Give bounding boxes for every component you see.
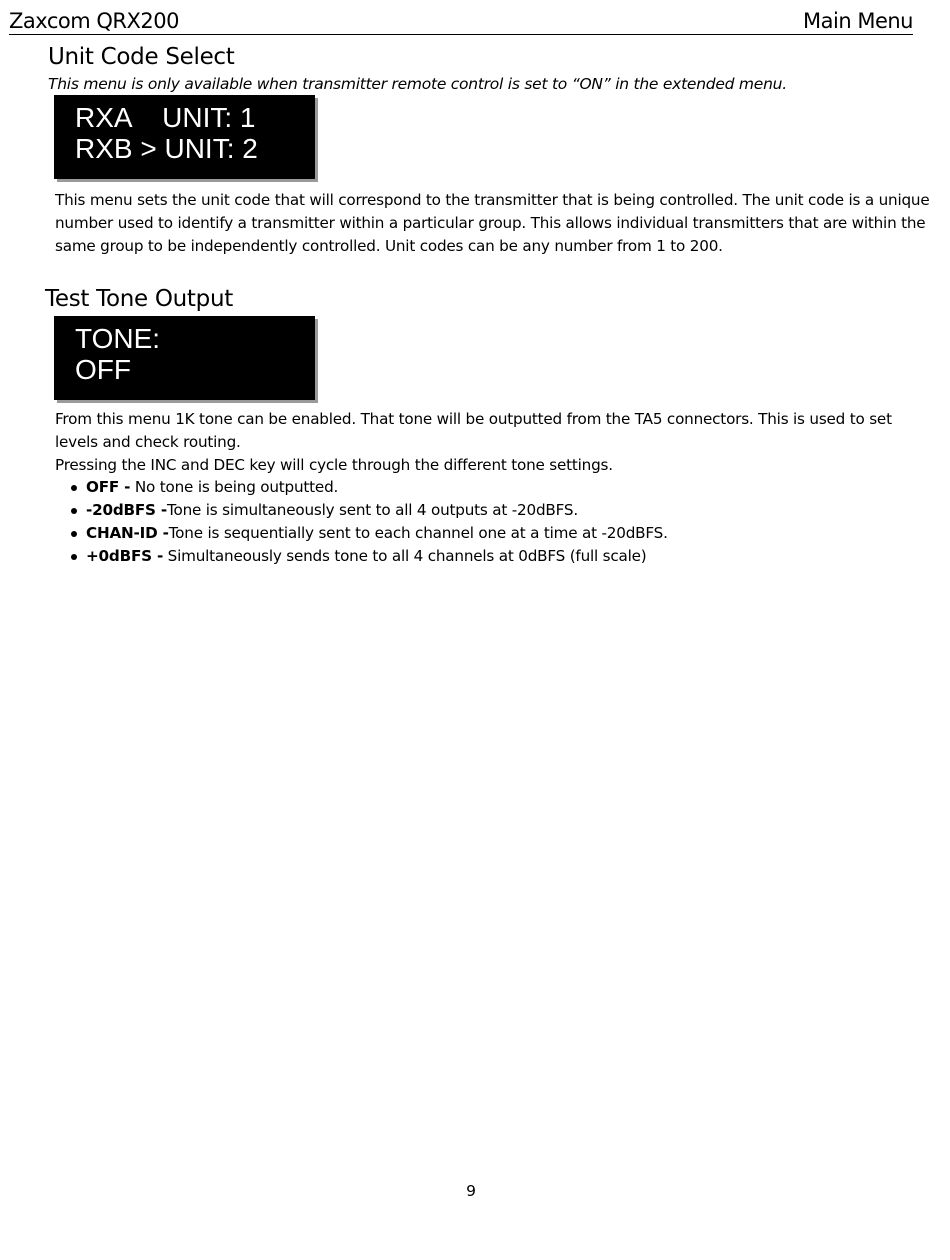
list-item [55,476,668,499]
test-tone-instructions: Pressing the INC and DEC key will cycle through the different tone settings. [55,456,613,474]
item-term: CHAN-ID - [86,524,169,542]
unit-code-display [54,95,315,179]
item-term: +0dBFS - [86,547,164,565]
display-line-rxb: RXB > UNIT: 2 [75,133,258,164]
availability-note: This menu is only available when transmitter remote control is set to “ON” in the extended menu. [48,75,787,93]
unit-code-paragraph: This menu sets the unit code that will correspond to the transmitter that is being controlled. The unit code is a unique number used to identify a transmitter within a particular group. This allows individual transmitters that are within the same group to be independently controlled. Unit codes can be any number from 1 to 200. [55,191,930,255]
bullet-icon [71,554,77,560]
page-number: 9 [466,1182,476,1200]
bullet-icon [71,485,77,491]
item-text: No tone is being outputted. [130,478,339,496]
unit-code-description [55,189,935,258]
item-text: Tone is sequentially sent to each channel one at a time at -20dBFS. [168,524,668,542]
test-tone-paragraph: From this menu 1K tone can be enabled. That tone will be outputted from the TA5 connectors. This is used to set levels and check routing. [55,410,892,451]
bullet-icon [71,508,77,514]
test-tone-title: Test Tone Output [45,286,233,312]
section-name: Main Menu [803,9,913,33]
item-text: Simultaneously sends tone to all 4 channels at 0dBFS (full scale) [163,547,647,565]
test-tone-display [54,316,315,400]
tone-settings-list [55,476,668,568]
item-text: Tone is simultaneously sent to all 4 outputs at -20dBFS. [167,501,578,519]
display-line-tone: TONE: [75,323,161,354]
page-header [9,8,913,35]
bullet-icon [71,531,77,537]
product-name: Zaxcom QRX200 [9,9,179,33]
list-item [55,545,668,568]
unit-code-title: Unit Code Select [48,44,235,70]
item-term: OFF - [86,478,131,496]
display-line-off: OFF [75,354,131,385]
display-line-rxa: RXA UNIT: 1 [75,102,256,133]
list-item [55,499,668,522]
test-tone-description [55,408,935,477]
list-item [55,522,668,545]
item-term: -20dBFS - [86,501,167,519]
